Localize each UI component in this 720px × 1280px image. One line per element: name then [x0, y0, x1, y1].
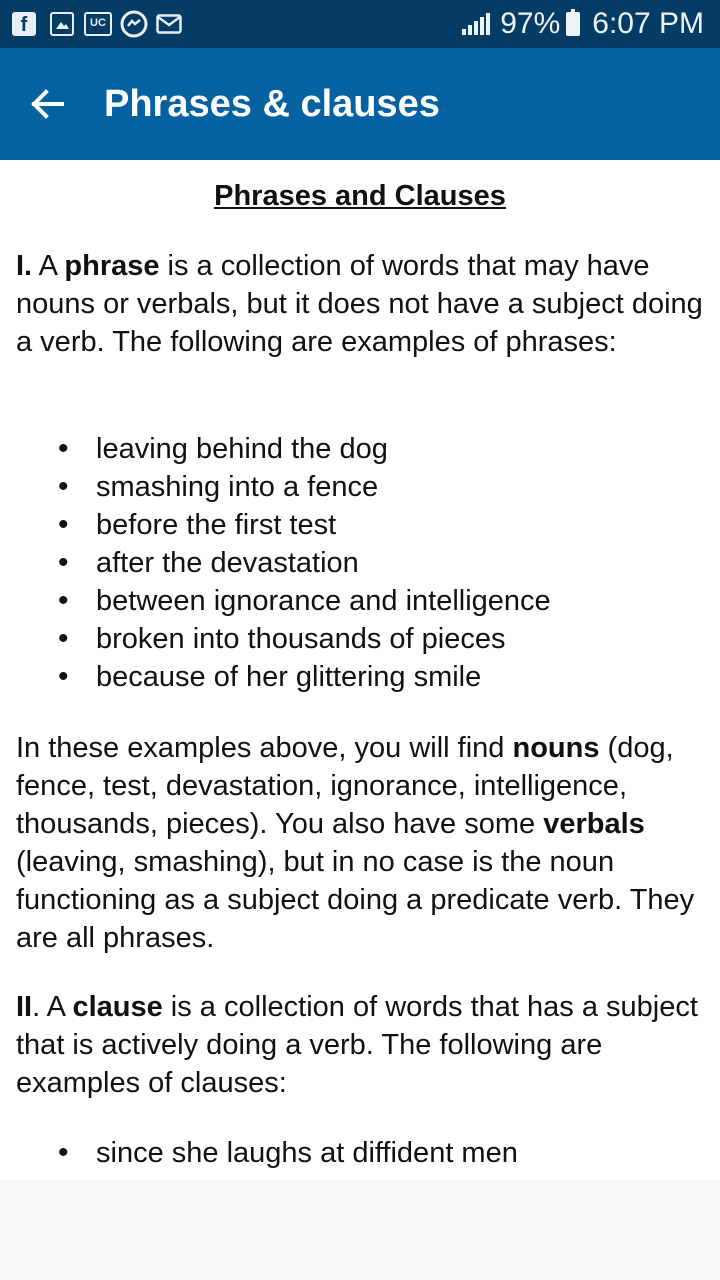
- term-verbals: verbals: [543, 808, 645, 840]
- section-number: I.: [16, 250, 33, 282]
- messenger-icon: [120, 10, 148, 38]
- paragraph-examples-explanation: [16, 729, 706, 957]
- signal-icon: [462, 13, 490, 35]
- phrase-examples-list: [0, 430, 551, 696]
- page-title: Phrases & clauses: [104, 83, 440, 125]
- text: (dog, fence, test, devastation, ignorance, intelligence, thousands, pieces). You also have some: [16, 732, 674, 840]
- term-phrase: phrase: [64, 250, 160, 282]
- bottom-area: [0, 1180, 720, 1280]
- list-item: • leaving behind the dog: [0, 430, 551, 468]
- battery-percent: 97%: [500, 7, 561, 40]
- text: (leaving, smashing), but in no case is the noun functioning as a subject doing a predicate verb. They are all phrases.: [16, 846, 695, 954]
- list-item: • because of her glittering smile: [0, 658, 551, 696]
- list-item: • since she laughs at diffident men: [0, 1134, 518, 1172]
- list-item: • after the devastation: [0, 544, 551, 582]
- text: . A: [32, 991, 73, 1023]
- article-heading: Phrases and Clauses: [214, 180, 506, 212]
- term-clause: clause: [72, 991, 163, 1023]
- arrow-left-icon[interactable]: [28, 84, 68, 124]
- text: In these examples above, you will find: [16, 732, 513, 764]
- list-item: • broken into thousands of pieces: [0, 620, 551, 658]
- gallery-icon: [50, 12, 74, 36]
- text: is a collection of words that may have nouns or verbals, but it does not have a subject doing a verb. The following are examples of phrases:: [16, 250, 703, 358]
- list-item: • before the first test: [0, 506, 551, 544]
- app-bar: [0, 48, 720, 160]
- email-icon: [156, 14, 182, 34]
- uc-browser-icon: UC: [84, 12, 112, 36]
- text: is a collection of words that has a subject that is actively doing a verb. The following are examples of clauses:: [16, 991, 698, 1099]
- section-number: II: [16, 991, 33, 1023]
- paragraph-phrase-definition: [16, 247, 706, 361]
- list-item: • smashing into a fence: [0, 468, 551, 506]
- battery-icon: [566, 12, 580, 36]
- text: A: [32, 250, 65, 282]
- list-item: • between ignorance and intelligence: [0, 582, 551, 620]
- paragraph-clause-definition: [16, 988, 706, 1102]
- article-content[interactable]: [0, 160, 720, 1180]
- facebook-icon: f: [12, 12, 36, 36]
- clause-examples-list: [0, 1134, 518, 1172]
- status-bar: [0, 0, 720, 48]
- term-nouns: nouns: [512, 732, 600, 764]
- clock: 6:07 PM: [592, 7, 704, 40]
